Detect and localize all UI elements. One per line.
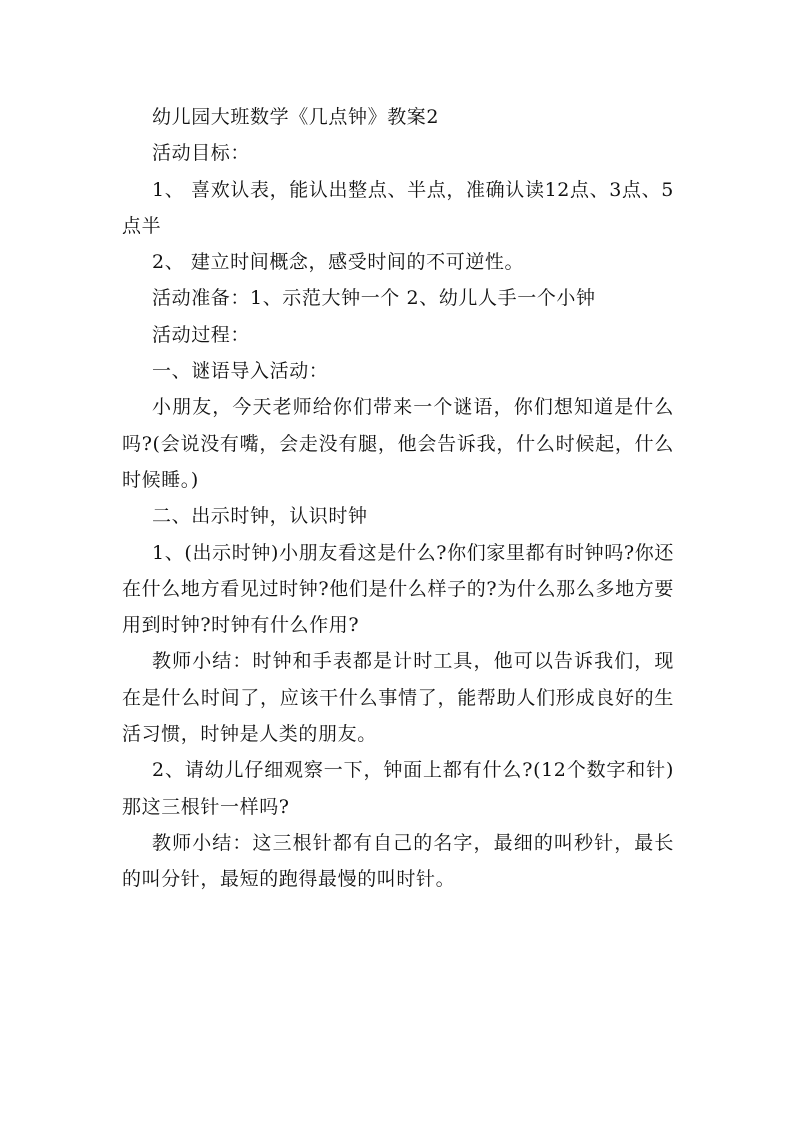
section-heading-objectives: 活动目标：: [152, 142, 251, 165]
subheading-clock: 二、出示时钟，认识时钟: [152, 505, 368, 528]
teacher-summary-1: 教师小结：时钟和手表都是计时工具，他可以告诉我们，现在是什么时间了，应该干什么事情了，能帮助人们形成良好的生活习惯，时钟是人类的朋友。: [122, 650, 674, 746]
objective-item-1: 1、 喜欢认表，能认出整点、半点，准确认读12点、3点、5点半: [122, 178, 674, 237]
preparation-paragraph: 活动准备：1、示范大钟一个 2、幼儿人手一个小钟: [152, 287, 596, 310]
objective-item-2: 2、 建立时间概念，感受时间的不可逆性。: [152, 251, 525, 274]
section-heading-process: 活动过程：: [152, 323, 251, 346]
subheading-riddle: 一、谜语导入活动：: [152, 360, 329, 383]
document-title: 幼儿园大班数学《几点钟》教案2: [152, 106, 440, 128]
riddle-paragraph: 小朋友，今天老师给你们带来一个谜语，你们想知道是什么吗?(会说没有嘴，会走没有腿，他会告诉我，什么时候起，什么时候睡。): [122, 396, 674, 491]
clock-question-paragraph: 1、(出示时钟)小朋友看这是什么?你们家里都有时钟吗?你还在什么地方看见过时钟?他们是什么样子的?为什么那么多地方要用到时钟?时钟有什么作用?: [122, 541, 674, 637]
observation-paragraph: 2、请幼儿仔细观察一下，钟面上都有什么?(12个数字和针)那这三根针一样吗?: [122, 759, 674, 818]
teacher-summary-2: 教师小结：这三根针都有自己的名字，最细的叫秒针，最长的叫分针，最短的跑得最慢的叫时针。: [122, 831, 674, 891]
document-body: [122, 99, 674, 898]
